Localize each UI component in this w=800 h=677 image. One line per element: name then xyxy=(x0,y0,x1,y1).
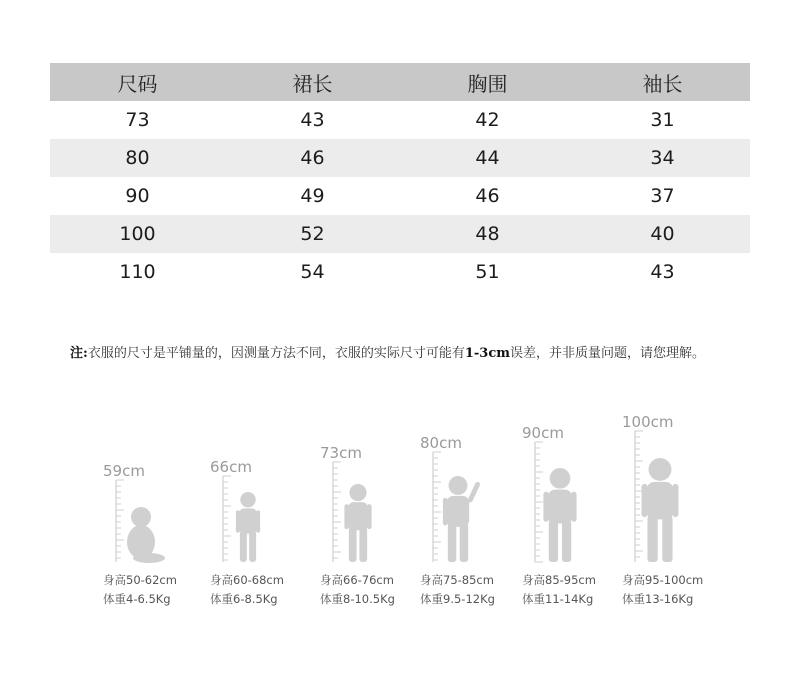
weight-range: 体重11-14Kg xyxy=(522,592,594,606)
cell-chest: 42 xyxy=(475,109,500,131)
child-head xyxy=(349,484,366,501)
child-left-arm xyxy=(344,504,348,529)
size-table xyxy=(50,63,750,291)
figure-label xyxy=(320,571,395,609)
child-left-arm xyxy=(236,510,240,532)
note-text-before: 衣服的尺寸是平铺量的，因测量方法不同，衣服的实际尺寸可能有 xyxy=(87,346,465,361)
weight-range: 体重13-16Kg xyxy=(622,592,694,606)
child-torso xyxy=(348,502,368,530)
child-head xyxy=(449,476,468,495)
child-left-leg xyxy=(349,527,357,562)
cell-sleeve-length: 37 xyxy=(650,185,675,207)
weight-range: 体重9.5-12Kg xyxy=(420,592,495,606)
figure-label xyxy=(103,571,177,609)
child-left-leg xyxy=(240,531,247,563)
cell-chest: 46 xyxy=(475,185,500,207)
child-left-arm xyxy=(543,492,548,522)
height-range: 身高50-62cm xyxy=(103,573,177,587)
weight-range: 体重4-6.5Kg xyxy=(103,592,171,606)
child-right-leg xyxy=(662,515,672,562)
cell-skirt-length: 54 xyxy=(300,261,325,283)
child-left-leg xyxy=(549,520,558,562)
cell-sleeve-length: 40 xyxy=(650,223,675,245)
height-range: 身高75-85cm xyxy=(420,573,494,587)
header-size: 尺码 xyxy=(117,71,158,96)
table-row xyxy=(50,215,750,253)
height-range: 身高60-68cm xyxy=(210,573,284,587)
cell-size: 90 xyxy=(125,185,150,207)
height-range: 身高66-76cm xyxy=(320,573,394,587)
child-right-leg xyxy=(359,527,367,562)
height-tag: 66cm xyxy=(210,458,252,476)
cell-size: 80 xyxy=(125,147,150,169)
height-tag: 73cm xyxy=(320,444,362,462)
child-torso xyxy=(447,496,469,527)
header-sleeve-length: 袖长 xyxy=(642,71,683,96)
cell-sleeve-length: 34 xyxy=(650,147,675,169)
child-left-arm xyxy=(642,484,648,517)
growth-chart xyxy=(0,400,800,640)
child-right-leg xyxy=(460,523,468,562)
height-range: 身高95-100cm xyxy=(622,573,704,587)
cell-size: 100 xyxy=(119,223,156,245)
child-torso xyxy=(646,482,673,519)
measurement-note xyxy=(70,342,770,361)
child-head xyxy=(240,492,255,507)
cell-size: 110 xyxy=(119,261,156,283)
cell-chest: 51 xyxy=(475,261,500,283)
figure-label xyxy=(622,571,703,609)
baby-head xyxy=(131,507,151,527)
weight-range: 体重6-8.5Kg xyxy=(210,592,278,606)
header-skirt-length: 裙长 xyxy=(292,71,333,96)
child-right-arm xyxy=(256,510,260,532)
cell-skirt-length: 46 xyxy=(300,147,325,169)
table-row xyxy=(50,101,750,139)
figure-label xyxy=(210,571,284,609)
cell-sleeve-length: 43 xyxy=(650,261,675,283)
figure-label xyxy=(522,571,596,609)
child-head xyxy=(550,468,571,489)
cell-chest: 48 xyxy=(475,223,500,245)
baby-legs xyxy=(133,553,165,563)
figure-label xyxy=(420,571,495,609)
child-right-leg xyxy=(249,531,256,563)
table-row xyxy=(50,253,750,291)
child-right-arm xyxy=(673,484,679,517)
cell-sleeve-length: 31 xyxy=(650,109,675,131)
cell-chest: 44 xyxy=(475,147,500,169)
cell-skirt-length: 49 xyxy=(300,185,325,207)
note-prefix: 注: xyxy=(70,346,88,361)
child-left-leg xyxy=(647,515,657,562)
header-chest: 胸围 xyxy=(467,71,508,96)
height-tag: 90cm xyxy=(522,424,564,442)
child-torso xyxy=(548,490,572,524)
child-right-arm xyxy=(367,504,371,529)
height-tag: 80cm xyxy=(420,434,462,452)
child-head xyxy=(649,458,672,481)
child-left-leg xyxy=(448,523,456,562)
child-waving-arm xyxy=(467,481,481,503)
table-row xyxy=(50,139,750,177)
weight-range: 体重8-10.5Kg xyxy=(320,592,395,606)
child-right-arm xyxy=(571,492,576,522)
child-left-arm xyxy=(443,498,448,526)
cell-skirt-length: 43 xyxy=(300,109,325,131)
table-row xyxy=(50,177,750,215)
cell-size: 73 xyxy=(125,109,150,131)
height-tag: 59cm xyxy=(103,462,145,480)
height-range: 身高85-95cm xyxy=(522,573,596,587)
child-torso xyxy=(239,508,257,533)
height-tag: 100cm xyxy=(622,413,674,431)
child-right-leg xyxy=(562,520,571,562)
note-text-after: 误差，并非质量问题，请您理解。 xyxy=(510,346,706,361)
note-highlight: 1-3cm xyxy=(464,346,510,361)
cell-skirt-length: 52 xyxy=(300,223,325,245)
table-header-row xyxy=(50,63,750,101)
